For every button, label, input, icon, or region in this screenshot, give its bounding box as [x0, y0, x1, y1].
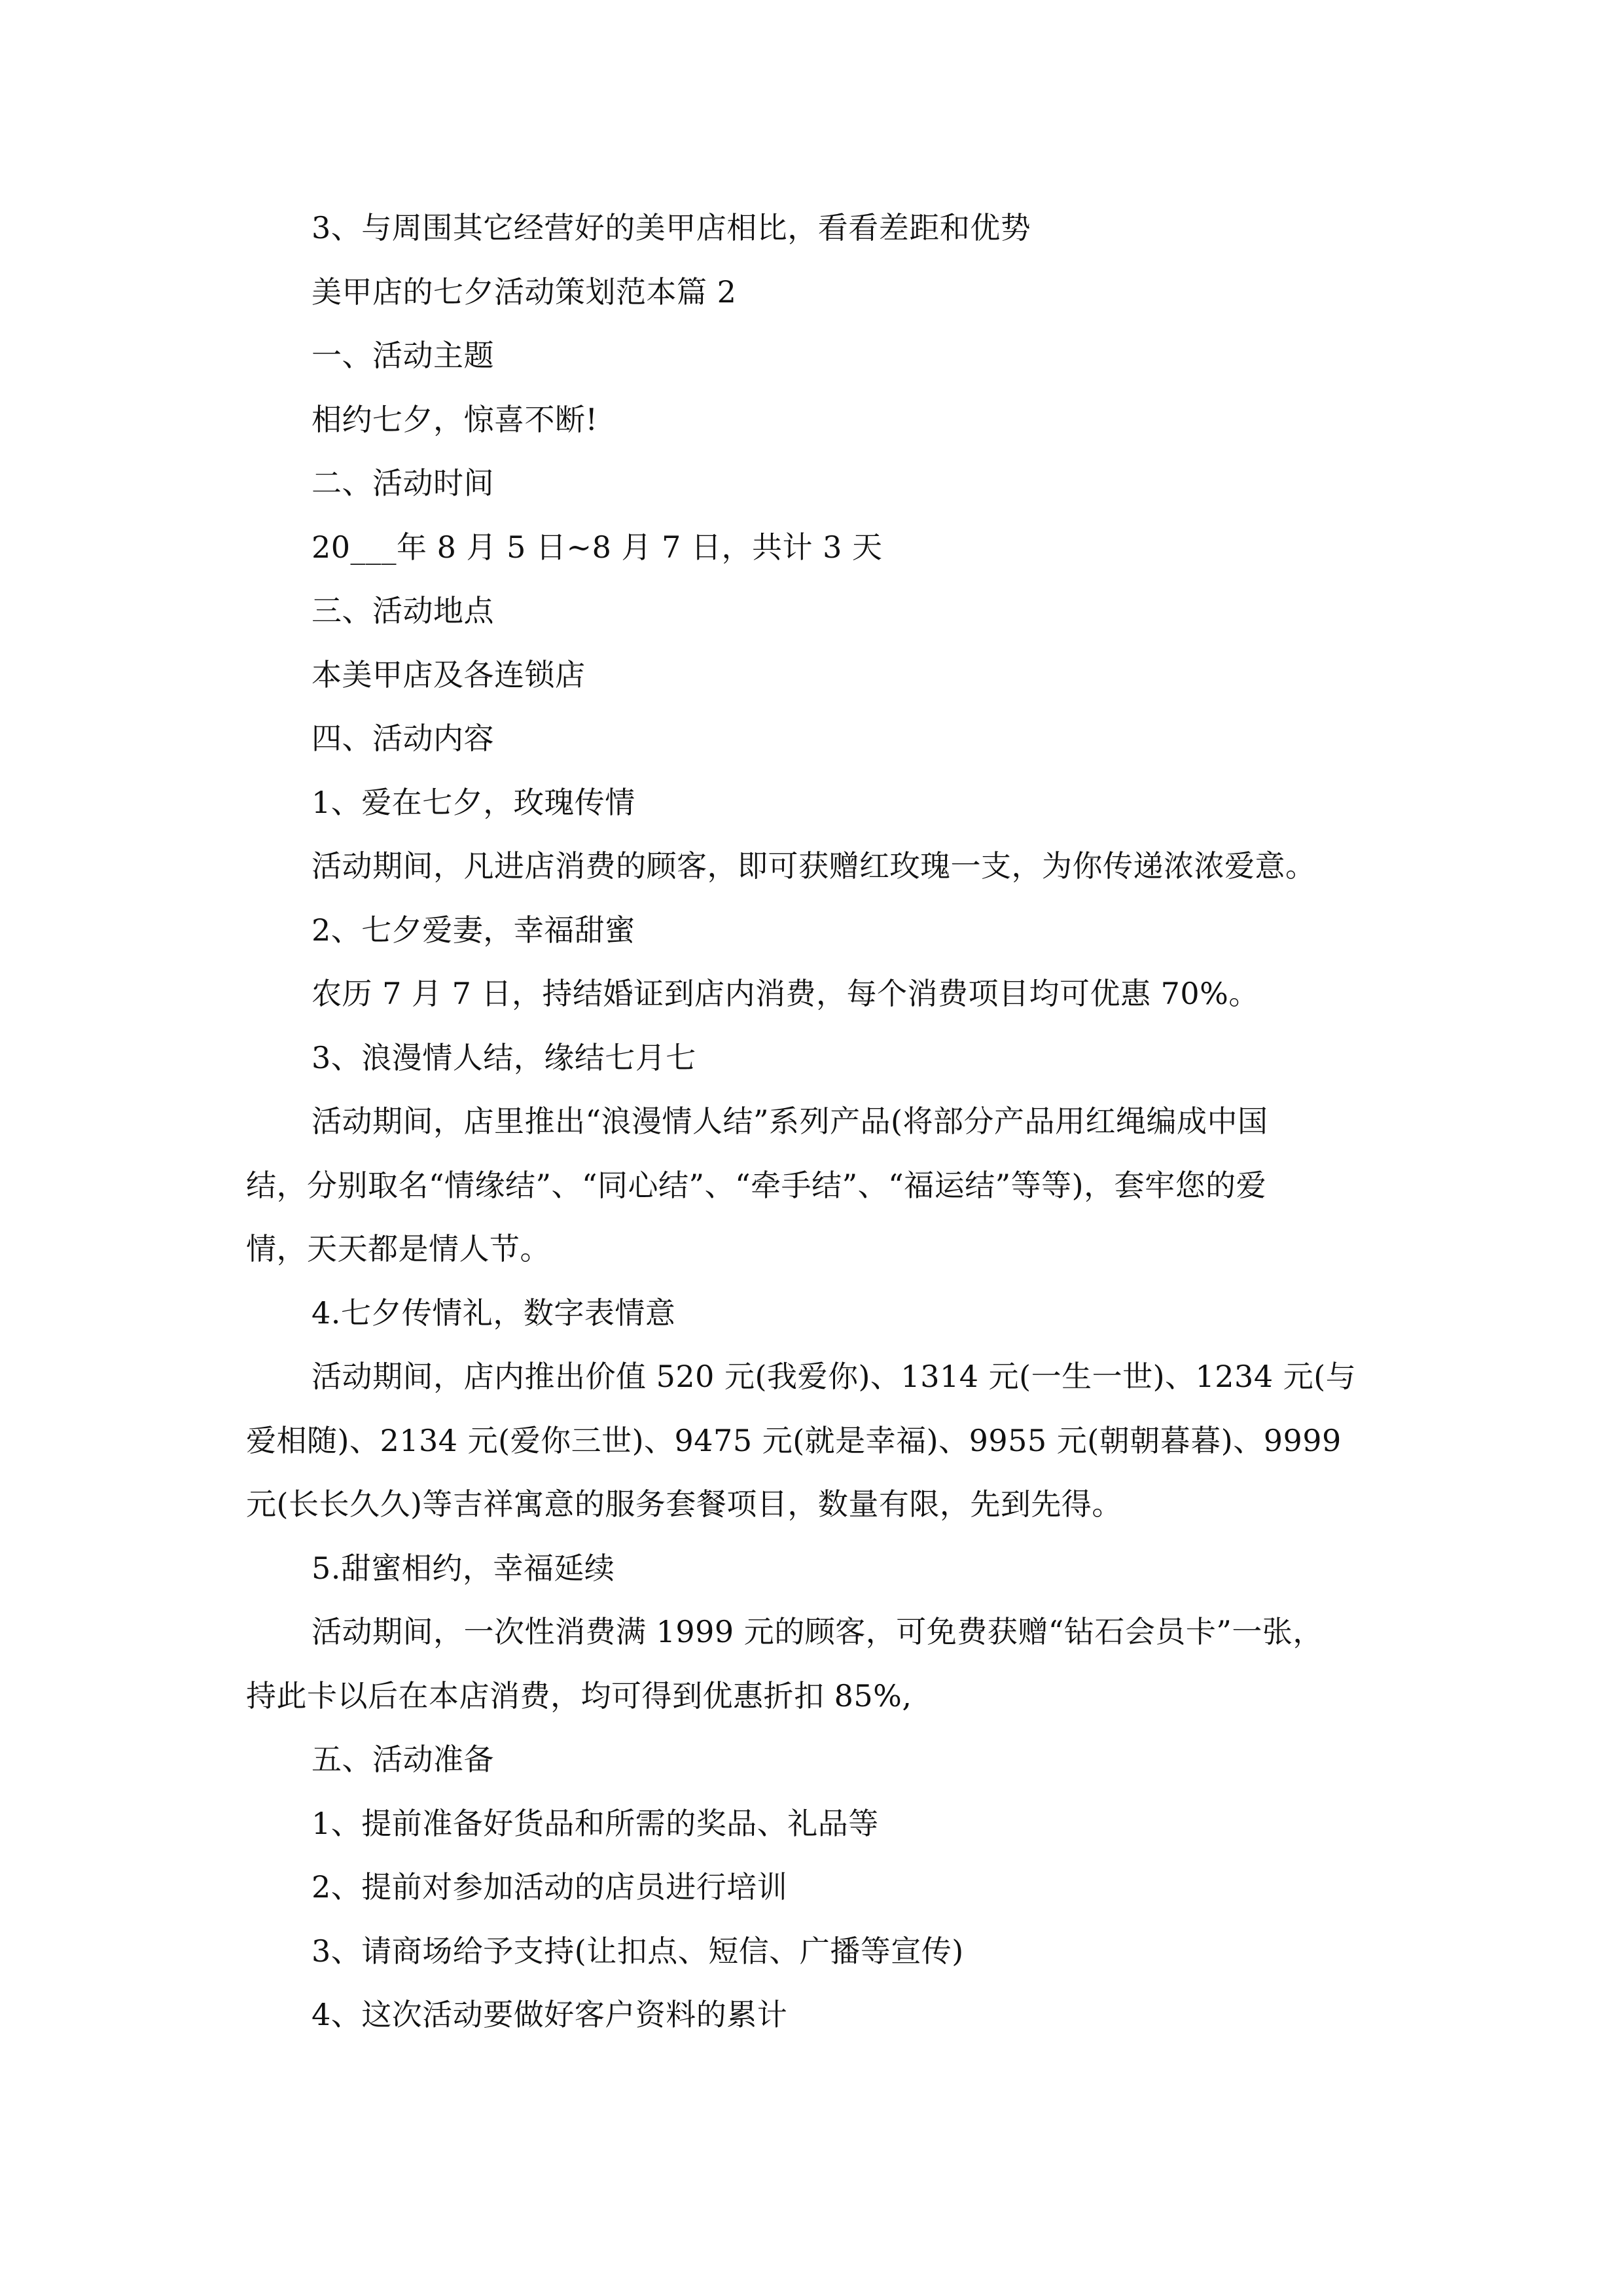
text-line: 2、提前对参加活动的店员进行培训	[312, 1869, 788, 1905]
text-line: 元(长长久久)等吉祥寓意的服务套餐项目，数量有限，先到先得。	[246, 1486, 1122, 1522]
text-line: 4.七夕传情礼，数字表情意	[312, 1295, 676, 1331]
text-line: 3、请商场给予支持(让扣点、短信、广播等宣传)	[312, 1933, 964, 1969]
text-line: 三、活动地点	[312, 593, 494, 628]
text-line: 持此卡以后在本店消费，均可得到优惠折扣 85%,	[246, 1677, 912, 1713]
text-line: 活动期间，凡进店消费的顾客，即可获赠红玫瑰一支，为你传递浓浓爱意。	[312, 848, 1316, 884]
text-line: 1、提前准备好货品和所需的奖品、礼品等	[312, 1805, 879, 1841]
text-line: 1、爱在七夕，玫瑰传情	[312, 784, 635, 820]
text-line: 活动期间，店里推出“浪漫情人结”系列产品(将部分产品用红绳编成中国	[312, 1103, 1268, 1139]
text-line: 活动期间，店内推出价值 520 元(我爱你)、1314 元(一生一世)、1234 元(与	[312, 1359, 1357, 1394]
text-line: 情，天天都是情人节。	[246, 1231, 550, 1266]
document-body	[246, 196, 1398, 2047]
text-line: 结，分别取名“情缘结”、“同心结”、“牵手结”、“福运结”等等)，套牢您的爱	[246, 1167, 1267, 1203]
text-line: 二、活动时间	[312, 465, 494, 501]
text-line: 相约七夕，惊喜不断!	[312, 401, 598, 437]
text-line: 四、活动内容	[312, 721, 494, 756]
text-line: 农历 7 月 7 日，持结婚证到店内消费，每个消费项目均可优惠 70%。	[312, 976, 1259, 1011]
text-line: 爱相随)、2134 元(爱你三世)、9475 元(就是幸福)、9955 元(朝朝暮暮)、9999	[246, 1422, 1342, 1458]
text-line: 五、活动准备	[312, 1742, 494, 1777]
text-line: 本美甲店及各连锁店	[312, 656, 586, 692]
text-line: 3、浪漫情人结，缘结七月七	[312, 1039, 696, 1075]
text-line: 一、活动主题	[312, 338, 494, 373]
text-line: 美甲店的七夕活动策划范本篇 2	[312, 274, 737, 310]
text-line: 4、这次活动要做好客户资料的累计	[312, 1997, 788, 2032]
text-line: 3、与周围其它经营好的美甲店相比，看看差距和优势	[312, 210, 1031, 245]
text-line: 20___年 8 月 5 日~8 月 7 日，共计 3 天	[312, 529, 883, 565]
text-line: 2、七夕爱妻，幸福甜蜜	[312, 912, 635, 948]
text-line: 活动期间，一次性消费满 1999 元的顾客，可免费获赠“钻石会员卡”一张，	[312, 1614, 1323, 1649]
text-line: 5.甜蜜相约，幸福延续	[312, 1550, 615, 1586]
